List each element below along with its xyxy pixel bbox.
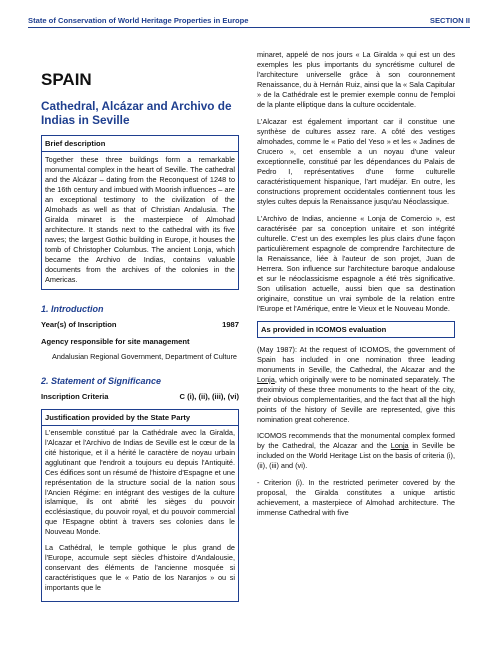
header-section: SECTION II xyxy=(429,16,470,25)
left-column xyxy=(41,58,239,602)
criteria-row xyxy=(41,392,239,401)
agency-value: Andalusian Regional Government, Department of Culture xyxy=(52,352,237,362)
brief-description-heading: Brief description xyxy=(42,136,238,152)
justification-paragraph: La Cathédral, le temple gothique le plus grand de l'Europe, accumule sept siècles d'histoire d'Andalousie, conservant des éléments de l'ancienne mosquée si caractéristiques que le « Patio de los Naranjos » ou si importants que le xyxy=(45,543,235,592)
brief-description-text: Together these three buildings form a remarkable monumental complex in the heart of Seville. The cathedral and the Alcázar – dating from the Reconquest of 1248 to the 16th century and imbued with Moorish influences – are an exceptional testimony to the civilization of the Almohads as well as that of Christian Andalusia. The Giralda minaret is the masterpiece of Almohad architecture. It stands next to the cathedral with its five naves; the largest Gothic building in Europe, it houses the tomb of Christopher Columbus. The ancient Lonja, which became the Archivo de Indias, contains valuable documents from the archives of the colonies in the Americas. xyxy=(45,155,235,285)
icomos-heading: As provided in ICOMOS evaluation xyxy=(257,321,455,338)
brief-description-box xyxy=(41,135,239,290)
criteria-value: C (i), (ii), (iii), (vi) xyxy=(179,391,239,401)
minaret-paragraph: minaret, appelé de nos jours « La Giralda » qui est un des exemples les plus importants du syncrétisme culturel de l'architecture universelle grâce à son couronnement Renaissance, du à Hernán Ruiz, ainsi que la « Sala Capitular » de la Cathédrale est le premier exemple connu de l'emploi de la plante elliptique dans la culture occidentale. xyxy=(257,50,455,109)
header-title: State of Conservation of World Heritage Properties in Europe xyxy=(28,16,249,25)
lonja-term: Lonja xyxy=(390,441,409,451)
page-header xyxy=(28,16,470,28)
recommendation-paragraph: ICOMOS recommends that the monumental complex formed by the Cathedral, the Alcazar and the Lonja in Seville be included on the World Heritage List on the basis of criteria (i), (ii), (iii) and (vi). xyxy=(257,431,455,471)
inscription-year-row xyxy=(41,320,239,329)
introduction-heading: 1. Introduction xyxy=(41,304,104,315)
justification-heading: Justification provided by the State Party xyxy=(42,410,238,426)
criteria-label: Inscription Criteria xyxy=(41,391,109,401)
country-title: SPAIN xyxy=(41,70,92,89)
right-column xyxy=(257,50,455,525)
inscription-year-label: Year(s) of Inscription xyxy=(41,320,117,330)
justification-paragraph: L'ensemble constitué par la Cathédrale avec la Giralda, l'Alcazar et l'Archivo de Indias de Seville est le cœur de la cité historique, et il a hérité le caractère de noyau urbain agglutinant que l'endroit a toujours eu depuis l'Antiquité. Ces édifices sont un résumé de l'histoire d'Espagne et une représentation de la structure social de la nation sous l'Ancien Régime: en intégrant des vestiges de la culture islamique, ils ont abrité les sièges du pouvoir ecclésiastique, du pouvoir royal, et du pouvoir commercial que l'Espagne obtint à travers ses colonies dans le Nouveau Monde. xyxy=(45,427,235,537)
significance-heading: 2. Statement of Significance xyxy=(41,375,162,386)
site-title: Cathedral, Alcázar and Archivo de Indias in Seville xyxy=(41,99,232,127)
icomos-paragraph: (May 1987): At the request of ICOMOS, the government of Spain has included in one nomination three leading monuments in Seville, the Cathedral, the Alcazar and the Lonja, which originally were to be nominated separately. The proximity of these three monuments to the heart of the city, their obvious complementarities, and the fact that all the high points of the history of Seville are represented, give this nomination great coherence. xyxy=(257,344,455,424)
alcazar-paragraph: L'Alcazar est également important car il constitue une synthèse de cultures assez rare. A côté des vestiges almohades, comme le « Patio del Yeso » et les « Jadines de Crucero », cet ensemble a un noyau d'une valeur exceptionnelle, constitué par les dépendances du Palais de Pedro I, représentatives d'une forme culturelle caractéristiquement hispanique, l'art mudéjar. En outre, les constructions proprement occidentales contiennent tous les styles cultes depuis la Renaissance jusqu'au Néoclassique. xyxy=(257,116,455,206)
criterion-paragraph: - Criterion (i). In the restricted perimeter covered by the proposal, the Giralda constitutes a unique artistic achievement, a masterpiece of Almohad architecture. The immense Cathedral with five xyxy=(257,478,455,518)
inscription-year-value: 1987 xyxy=(222,320,239,330)
justification-box xyxy=(41,409,239,602)
agency-label: Agency responsible for site management xyxy=(41,337,190,347)
archivo-paragraph: L'Archivo de Indias, ancienne « Lonja de Comercio », est caractérisée par sa conception unitaire et son intégrité culturelle. C'est un des exemples les plus clairs d'une façon particulièrement espagnole de comprendre l'architecture de la Renaissance, liée à l'auteur de son projet, Juan de Herrera. Son influence sur l'architecture baroque andalouse et sur le néoclassicisme espagnole a été très significative. Son utilisation actuelle, aussi bien que sa destination originaire, constitue un vrai symbole de la relation entre l'Europe et l'Amérique, entre le Vieux et le Nouveau Monde. xyxy=(257,213,455,313)
justification-body xyxy=(42,426,238,601)
lonja-term: Lonja xyxy=(257,374,275,384)
